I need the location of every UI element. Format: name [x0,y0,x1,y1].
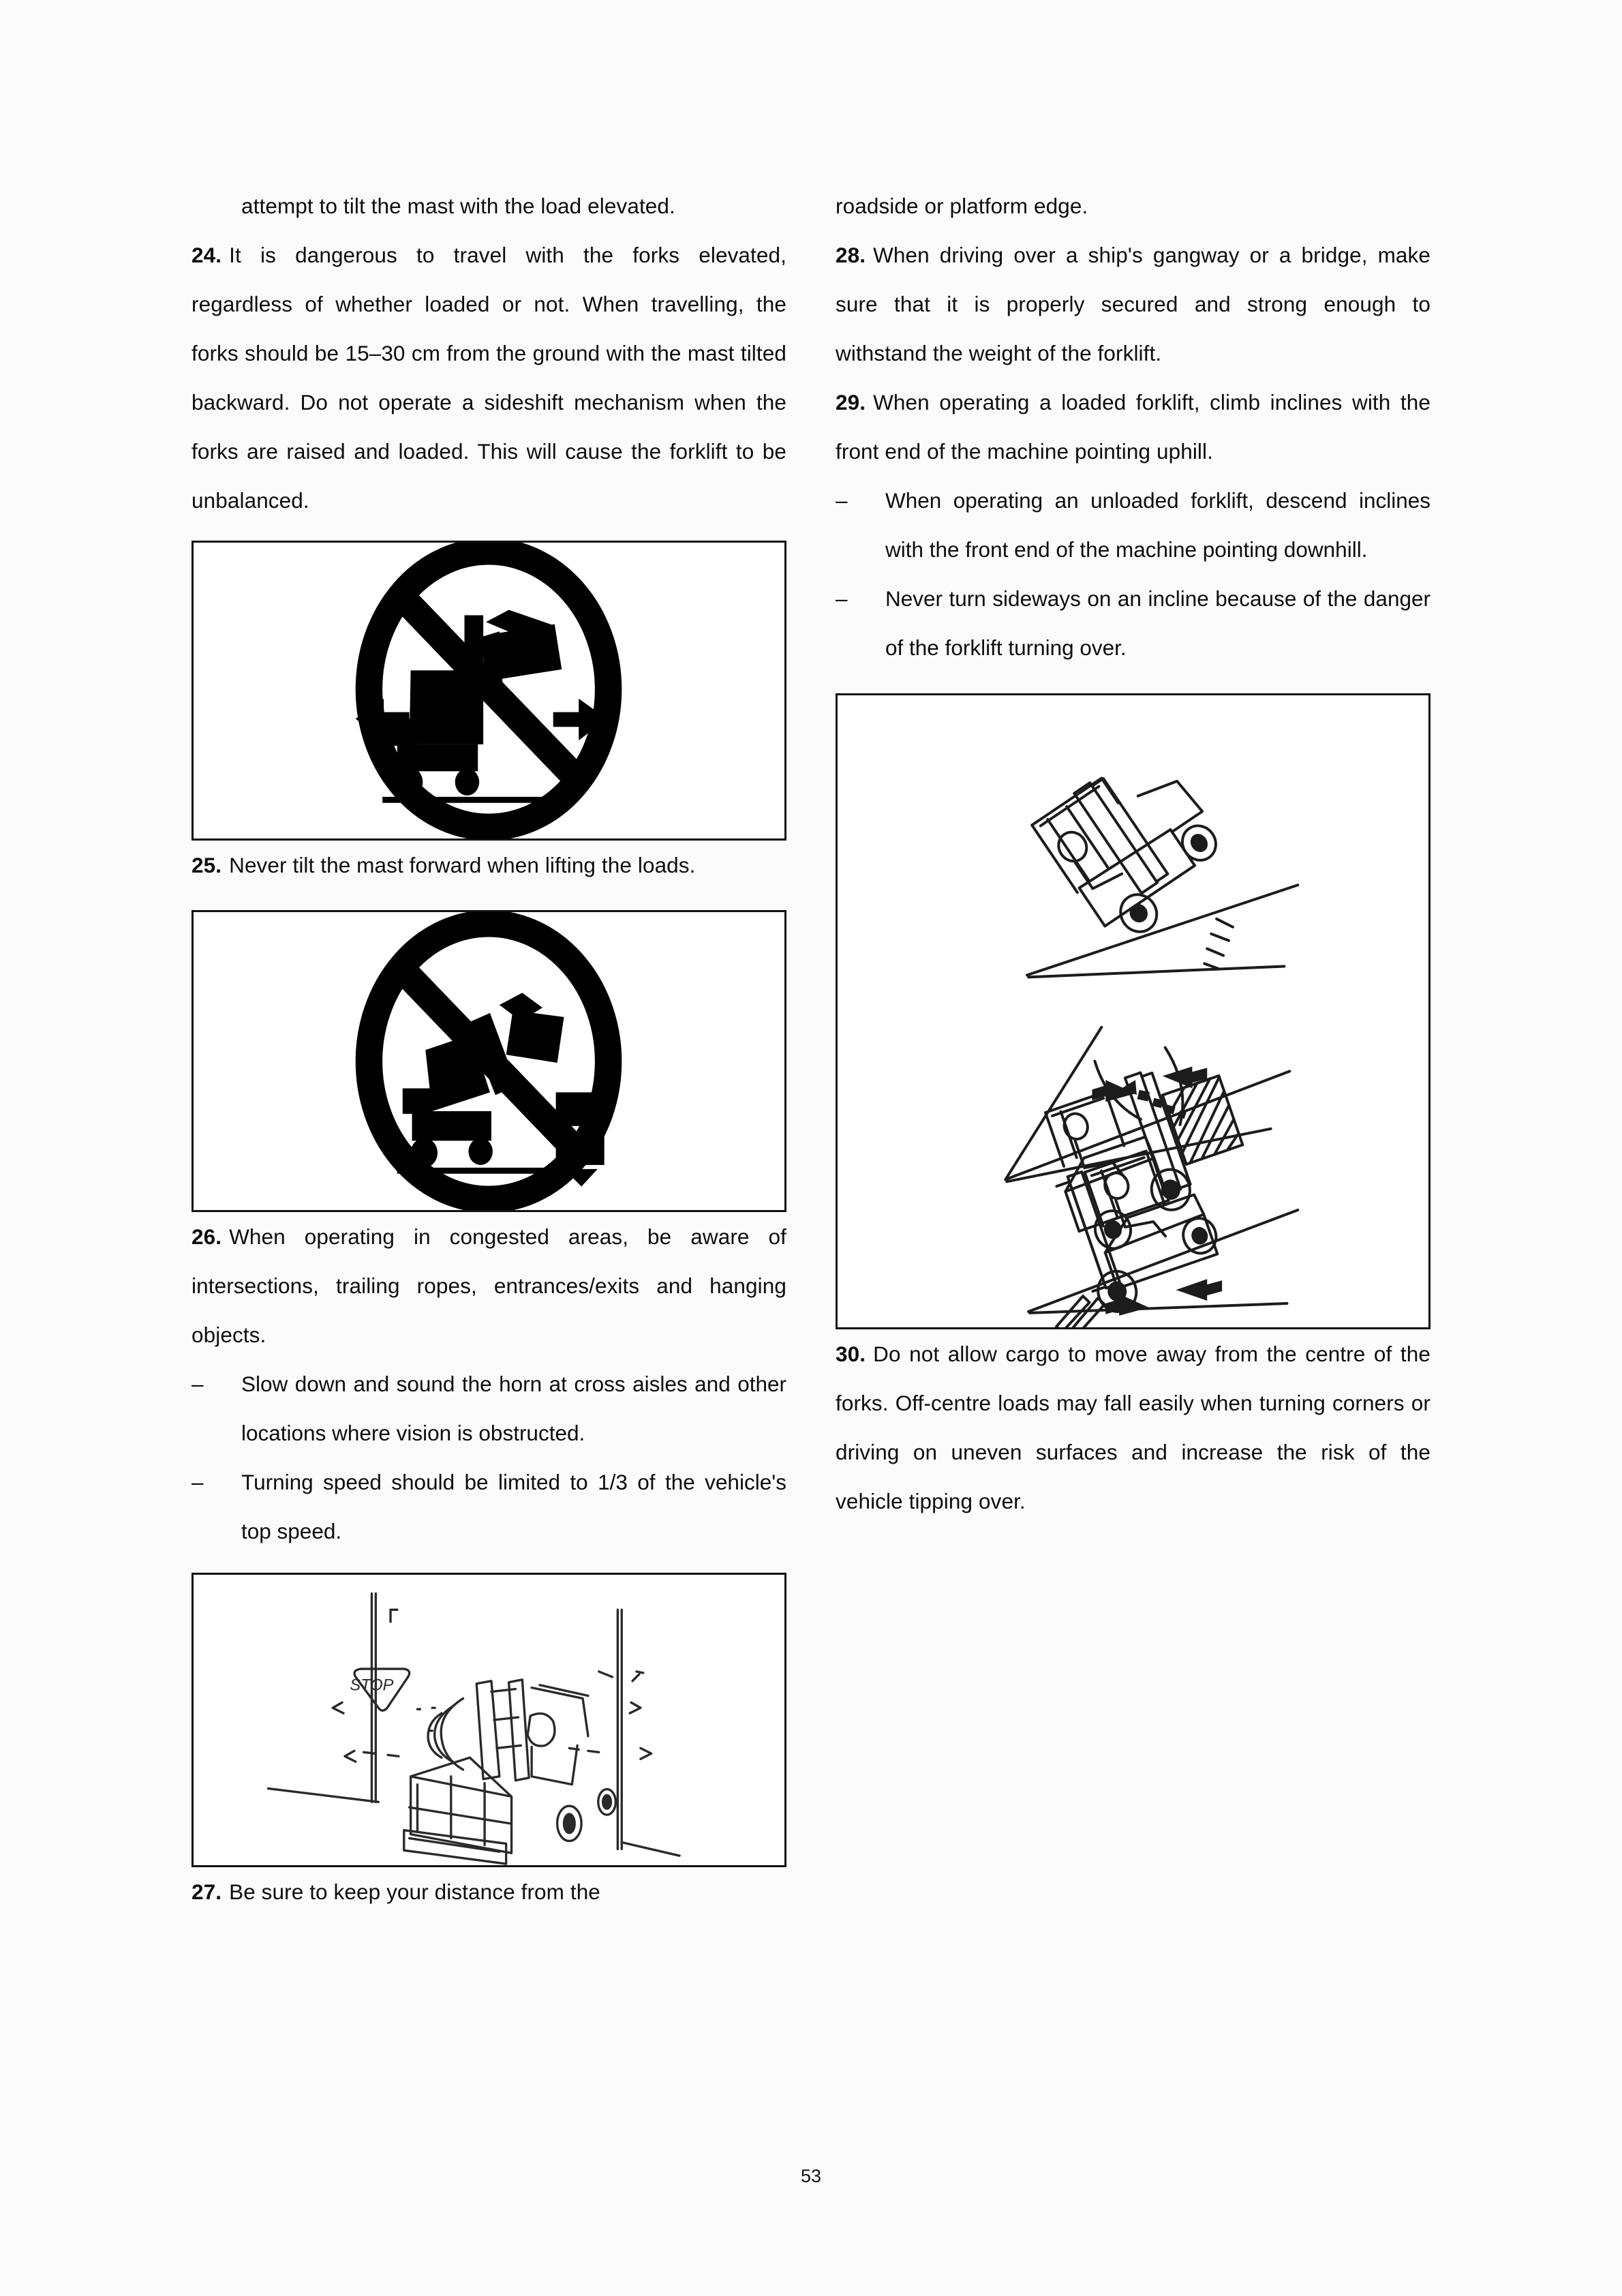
item-28-number: 28. [836,243,866,267]
bullet-dash-icon: – [836,586,848,611]
item-24-text: It is dangerous to travel with the forks elevated, regardless of whether loaded or not. When travelling, the forks should be 15–30 cm from the ground with the mast tilted backward. Do not operate a sideshift mechanism when the forks are raised and loaded. This will cause the forklift to be unbalanced. [192,243,786,513]
item-29-bullet-1 [836,476,1430,574]
bullet-dash-icon: – [192,1372,204,1396]
item-24-paragraph [192,230,786,525]
item-26-paragraph [192,1212,786,1359]
no-forward-tilt-prohibition-icon [194,912,784,1210]
incline-operation-drawing [838,695,1428,1327]
item-25-text: Never tilt the mast forward when lifting the loads. [229,853,696,877]
figure-no-sideshift-prohibition [192,541,786,841]
item-29-bullet-1-text: When operating an unloaded forklift, descend inclines with the front end of the machine pointing downhill. [885,488,1430,562]
item-27-paragraph [192,1867,786,1916]
item-25-paragraph [192,841,786,890]
figure-incline-operation [836,693,1430,1329]
item-29-number: 29. [836,390,866,414]
item-26-bullet-1 [192,1359,786,1457]
item-28-text: When driving over a ship's gangway or a bridge, make sure that it is properly secured and strong enough to withstand the weight of the forklift. [836,243,1430,365]
item-26-bullet-2-text: Turning speed should be limited to 1/3 of the vehicle's top speed. [241,1470,786,1543]
no-sideshift-prohibition-icon [194,543,784,839]
two-column-body [192,181,1430,1916]
item-29-bullet-2-text: Never turn sideways on an incline because of the danger of the forklift turning over. [885,586,1430,660]
item-30-text: Do not allow cargo to move away from the centre of the forks. Off-centre loads may fall easily when turning corners or driving on uneven surfaces and increase the risk of the vehicle tipping over. [836,1342,1430,1513]
page-number: 53 [800,2166,822,2186]
item-26-number: 26. [192,1224,222,1249]
left-column [192,181,786,1916]
item-26-text: When operating in congested areas, be aware of intersections, trailing ropes, entrances/exits and hanging objects. [192,1224,786,1347]
item-27-number: 27. [192,1879,222,1904]
right-column [836,181,1430,1916]
item-30-number: 30. [836,1342,866,1366]
left-continued-paragraph [192,181,786,230]
forklift-at-stop-sign-drawing [194,1575,784,1865]
item-26-bullet-2 [192,1457,786,1556]
item-27-text: Be sure to keep your distance from the [229,1879,600,1904]
item-26-bullet-1-text: Slow down and sound the horn at cross aisles and other locations where vision is obstructed. [241,1372,786,1445]
figure-stop-sign-intersection [192,1573,786,1867]
figure-no-forward-tilt-prohibition [192,910,786,1212]
left-continued-text: attempt to tilt the mast with the load elevated. [241,194,675,218]
item-29-bullet-2 [836,574,1430,672]
right-continued-text: roadside or platform edge. [836,194,1088,218]
item-29-paragraph [836,378,1430,476]
bullet-dash-icon: – [836,488,848,513]
stop-sign-label: STOP [350,1676,394,1695]
item-25-number: 25. [192,853,222,877]
item-28-paragraph [836,230,1430,378]
item-24-number: 24. [192,243,222,267]
item-29-text: When operating a loaded forklift, climb inclines with the front end of the machine pointing uphill. [836,390,1430,464]
right-continued-paragraph [836,181,1430,230]
item-30-paragraph [836,1329,1430,1526]
bullet-dash-icon: – [192,1470,204,1494]
